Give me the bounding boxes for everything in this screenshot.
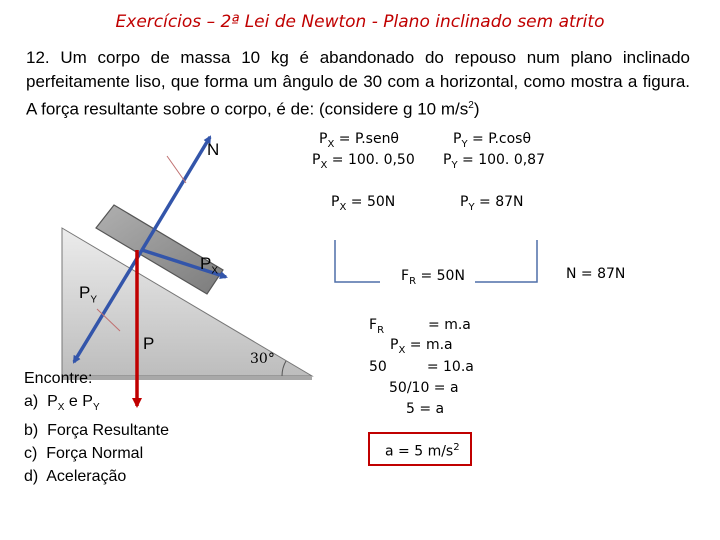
px-formula: $P_X = P.sen\theta$ — [319, 131, 400, 150]
problem-text-end: ) — [473, 99, 480, 119]
normal-result: N = 87N — [566, 266, 626, 282]
step-5: 5 = a — [406, 401, 445, 417]
py-values: $P_Y = 100$. 0,87 — [443, 152, 545, 171]
task-item-b: b) Força Resultante — [24, 422, 169, 440]
label-normal: N — [207, 140, 220, 159]
task-heading: Encontre: — [24, 370, 93, 387]
task-item-c: c) Força Normal — [24, 445, 144, 463]
problem-exponent: 2 — [468, 100, 474, 111]
py-result: $P_Y = 87N$ — [460, 194, 524, 213]
answer-text: a = 5 $m/s^2$ — [385, 442, 460, 460]
px-connector — [335, 240, 380, 282]
angle-label: 30° — [250, 351, 275, 367]
step-2: $P_X = m.a$ — [390, 337, 453, 356]
px-result: $P_X = 50N$ — [331, 194, 396, 213]
normal-tick-mark — [167, 156, 186, 183]
step-4: 50/10 = a — [389, 380, 459, 396]
py-formula: $P_Y = P.\cos\theta$ — [453, 131, 532, 150]
px-values: $P_X = 100$. 0,50 — [312, 152, 415, 171]
label-weight: P — [143, 334, 155, 353]
normal-force-arrow — [142, 137, 210, 250]
problem-text: 12. Um corpo de massa 10 kg é abandonado do repouso num plano inclinado perfeitamente liso, que forma um ângulo de 30 com a horizontal, como mostra a figura. A força resultante sobre o corpo, é de: (considere g 10 m/s — [26, 48, 690, 119]
label-py: $P_Y$ — [79, 283, 98, 306]
task-list — [24, 367, 169, 488]
task-item-a: a) $P_X$ e $P_Y$ — [24, 393, 100, 414]
label-px: $P_X$ — [200, 254, 219, 277]
py-connector — [475, 240, 537, 282]
fr-result: $F_R = 50N$ — [401, 268, 465, 287]
page-title: Exercícios – 2ª Lei de Newton - Plano inclinado sem atrito — [115, 12, 605, 32]
step-3: 50 = 10.a — [369, 359, 474, 375]
step-1: $F_R = m.a$ — [369, 317, 471, 336]
task-item-d: d) Aceleração — [24, 468, 127, 486]
